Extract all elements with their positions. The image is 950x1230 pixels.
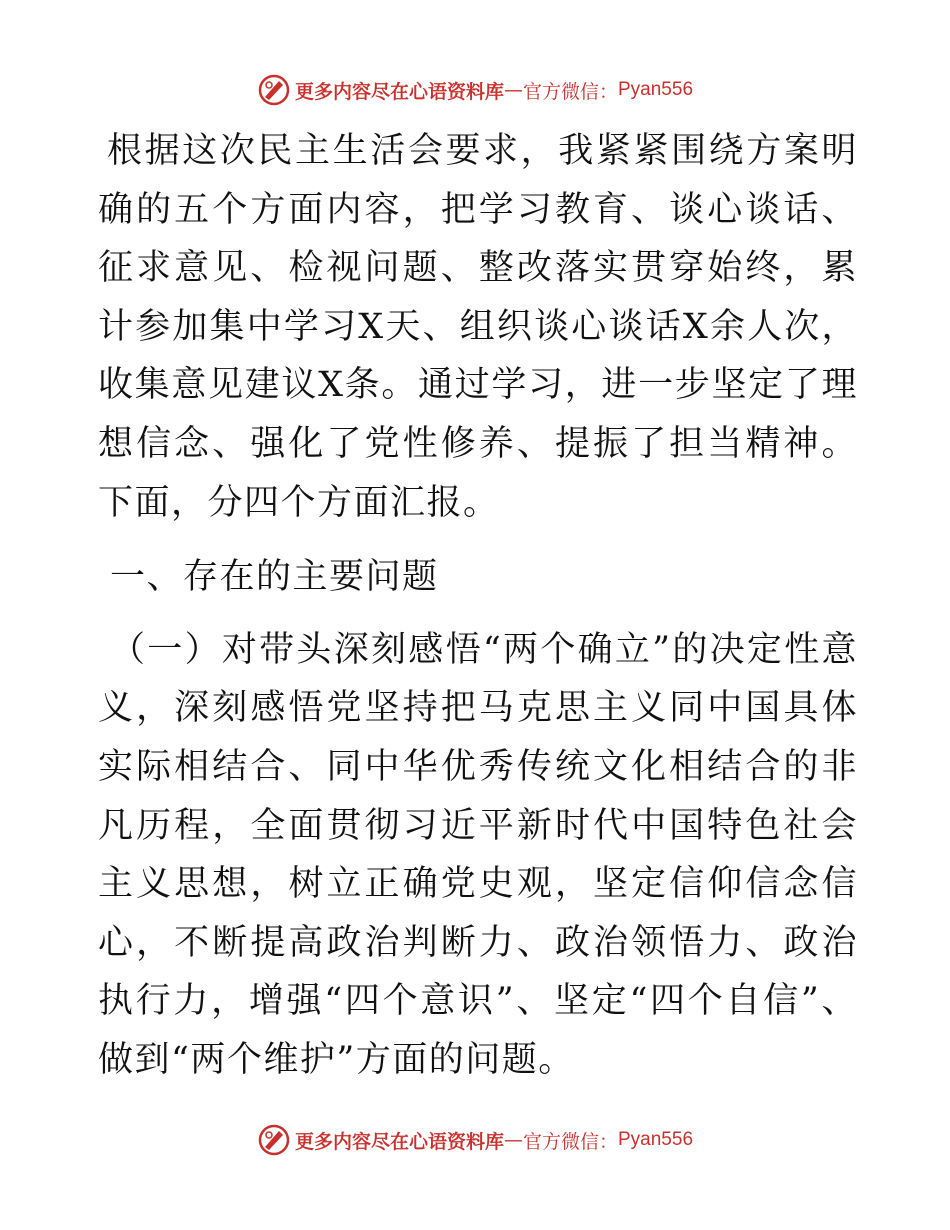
footer-watermark [0, 1120, 950, 1160]
paragraph-issue-1: （一）对带头深刻感悟“两个确立”的决定性意义，深刻感悟党坚持把马克思主义同中国具体实际相结合、同中华优秀传统文化相结合的非凡历程，全面贯彻习近平新时代中国特色社会主义思想，树立正确党史观，坚定信仰信念信心，不断提高政治判断力、政治领悟力、政治执行力，增强“四个意识”、坚定“四个自信”、做到“两个维护”方面的问题。 [98, 629, 858, 1080]
brand-logo-icon [257, 73, 291, 107]
watermark-site-text: 更多内容尽在心语资料库 [294, 80, 504, 103]
brand-logo-icon [257, 1123, 291, 1157]
watermark-wechat-label: 官方微信： [522, 80, 618, 103]
watermark-separator: — [503, 1129, 523, 1151]
paragraph-intro: 根据这次民主生活会要求，我紧紧围绕方案明确的五个方面内容，把学习教育、谈心谈话、征求意见、检视问题、整改落实贯穿始终，累计参加集中学习X天、组织谈心谈话X余人次，收集意见建议X条。通过学习，进一步坚定了理想信念、强化了党性修养、提振了担当精神。下面，分四个方面汇报。 [98, 131, 858, 523]
watermark-wechat-id: Pyan556 [618, 1129, 694, 1150]
watermark-wechat-id: Pyan556 [618, 79, 694, 100]
document-body [98, 122, 858, 1090]
header-watermark [0, 70, 950, 110]
section-heading: 一、存在的主要问题 [110, 557, 439, 598]
watermark-site-text: 更多内容尽在心语资料库 [294, 1130, 504, 1153]
watermark-separator: — [503, 79, 523, 101]
watermark-wechat-label: 官方微信： [522, 1130, 618, 1153]
